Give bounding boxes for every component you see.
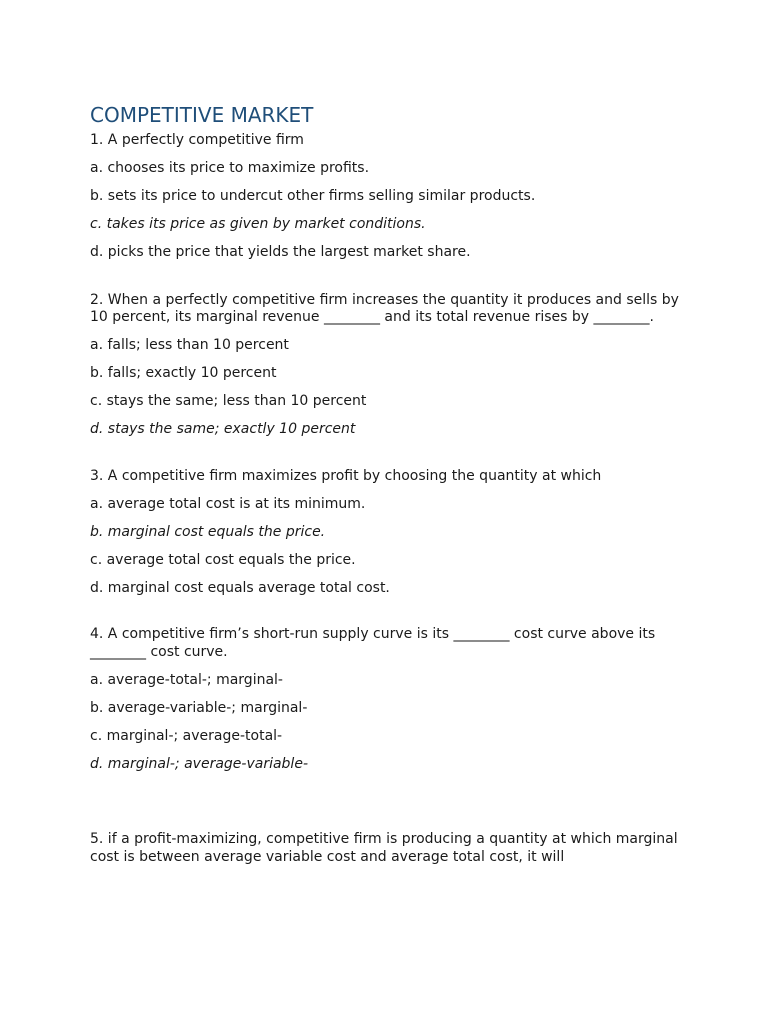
question-4-text: 4. A competitive firm’s short-run supply curve is its ________ cost curve above its ________ cost curve. [90,626,656,660]
question-1-block [90,132,680,262]
question-2-option-a: a. falls; less than 10 percent [90,337,289,353]
question-1-option-c: c. takes its price as given by market conditions. [90,216,426,232]
question-3-text: 3. A competitive firm maximizes profit by choosing the quantity at which [90,467,602,484]
question-1-option-d: d. picks the price that yields the largest market share. [90,244,471,260]
question-2-option-d: d. stays the same; exactly 10 percent [90,421,356,437]
question-5-text: 5. if a profit-maximizing, competitive firm is producing a quantity at which marginal cost is between average variable cost and average total cost, it will [90,831,678,865]
question-1-text: 1. A perfectly competitive firm [90,132,304,148]
document-page [90,102,680,877]
question-3-option-a: a. average total cost is at its minimum. [90,495,366,512]
question-5-block [90,831,680,866]
question-2-block [90,292,680,439]
question-1-option-b: b. sets its price to undercut other firms selling similar products. [90,188,536,204]
question-4-block [90,626,680,773]
question-4-option-b: b. average-variable-; marginal- [90,699,308,716]
question-3-option-b: b. marginal cost equals the price. [90,523,326,540]
question-2-option-b: b. falls; exactly 10 percent [90,365,277,381]
question-1-option-a: a. chooses its price to maximize profits. [90,160,370,176]
question-3-block [90,468,680,598]
question-4-option-d: d. marginal-; average-variable- [90,755,308,772]
question-3-option-c: c. average total cost equals the price. [90,551,356,568]
page-title: COMPETITIVE MARKET [90,103,314,127]
question-4-option-a: a. average-total-; marginal- [90,671,283,688]
question-2-text: 2. When a perfectly competitive firm increases the quantity it produces and sells by 10 percent, its marginal revenue ________ and its total revenue rises by ________. [90,291,679,325]
question-2-option-c: c. stays the same; less than 10 percent [90,393,367,409]
question-3-option-d: d. marginal cost equals average total cost. [90,579,390,596]
question-4-option-c: c. marginal-; average-total- [90,727,283,744]
